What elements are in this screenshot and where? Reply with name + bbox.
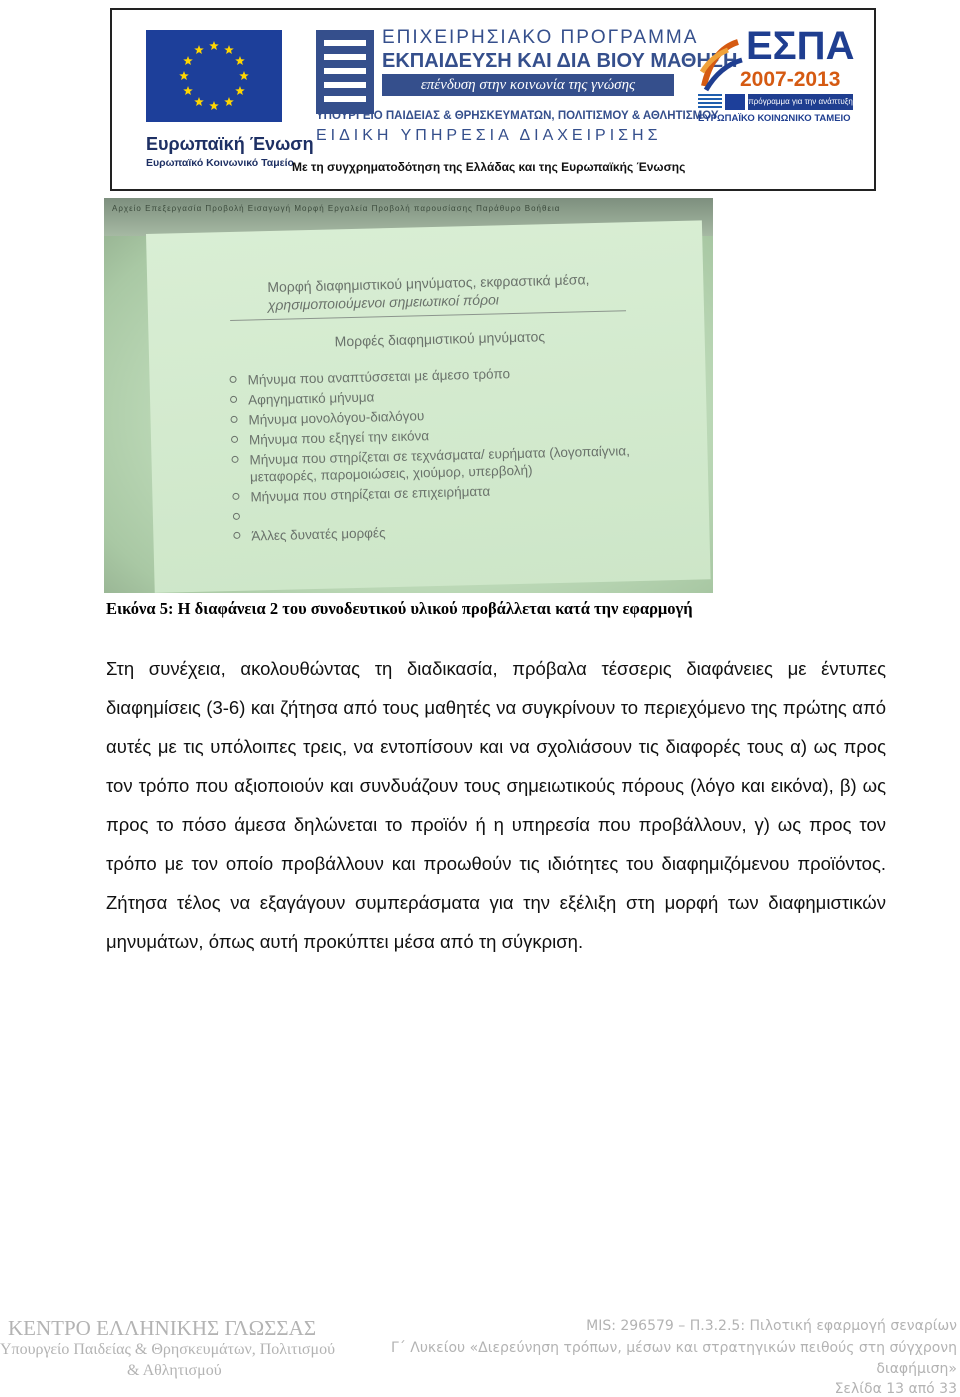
cofunding-note: Με τη συγχρηματοδότηση της Ελλάδας και της Ευρωπαϊκής Ένωσης [292, 160, 686, 174]
espa-strip [698, 94, 853, 110]
slide-title-line1: Μορφή διαφημιστικού μηνύματος, εκφραστικά μέσα, [267, 271, 590, 296]
footer-ministry-line2: & Αθλητισμού [127, 1362, 222, 1379]
bullet-icon [229, 376, 236, 383]
photo-toolbar-text: Αρχείο Επεξεργασία Προβολή Εισαγωγή Μορφή Εργαλεία Προβολή παρουσίασης Παράθυρο Βοήθεια [112, 204, 561, 213]
funding-banner [110, 8, 876, 191]
bullet-icon [233, 513, 240, 520]
footer-project-line2: Γ΄ Λυκείου «Διερεύνηση τρόπων, μέσων και στρατηγικών πειθούς στη σύγχρονη [391, 1340, 957, 1356]
list-item-text: Μήνυμα που στηρίζεται σε επιχειρήματα [250, 483, 491, 505]
eu-star-icon [194, 45, 204, 54]
program-title: ΕΠΙΧΕΙΡΗΣΙΑΚΟ ΠΡΟΓΡΑΜΜΑ [382, 27, 699, 48]
espa-emblem-icon [698, 36, 744, 92]
eu-star-icon [235, 56, 245, 65]
eu-star-icon [239, 71, 249, 80]
slide-title-line2: χρησιμοποιούμενοι σημειωτικοί πόροι [267, 291, 500, 314]
list-item-text: Μήνυμα που εξηγεί την εικόνα [248, 428, 430, 448]
eu-flag-small-icon [725, 94, 745, 110]
espa-name: ΕΣΠΑ [746, 24, 855, 68]
managing-authority: ΕΙΔΙΚΗ ΥΠΗΡΕΣΙΑ ΔΙΑΧΕΙΡΙΣΗΣ [316, 127, 662, 144]
list-item [231, 518, 651, 545]
eu-star-icon [179, 71, 189, 80]
eu-stars-icon [146, 30, 282, 122]
eu-star-icon [183, 56, 193, 65]
eu-name: Ευρωπαϊκή Ένωση [146, 134, 314, 154]
program-slogan: επένδυση στην κοινωνία της γνώσης [382, 74, 674, 96]
program-name: ΕΚΠΑΙΔΕΥΣΗ ΚΑΙ ΔΙΑ ΒΙΟΥ ΜΑΘΗΣΗ [382, 50, 738, 72]
eu-star-icon [224, 97, 234, 106]
slide-photo [104, 198, 713, 593]
page-number: Σελίδα 13 από 33 [834, 1381, 957, 1397]
footer-project-line3: διαφήμιση» [876, 1361, 957, 1377]
eu-star-icon [183, 86, 193, 95]
eu-star-icon [209, 41, 219, 50]
eu-star-icon [194, 97, 204, 106]
body-paragraph: Στη συνέχεια, ακολουθώντας τη διαδικασία, πρόβαλα τέσσερις διαφάνειες με έντυπες διαφημίσεις (3-6) και ζήτησα από τους μαθητές να συγκρίνουν το περιεχόμενο της πρώτης από αυτές με τις υπόλοιπες τρεις, να εντοπίσουν και να σχολιάσουν τις διαφορές τους α) ως προς τον τρόπο που αξιοποιούν και συνδυάζουν τους σημειωτικούς πόρους (λόγο και εικόνα), β) ως προς το πόσο άμεσα δηλώνεται το προϊόν ή η υπηρεσία που προβάλλουν, γ) ως προς τον τρόπο με τον οποίο προβάλλουν και προωθούν τις ιδιότητες του διαφημιζόμενου προϊόντος. Ζήτησα τέλος να εξαγάγουν συμπεράσματα για την εξέλιξη στη μορφή των διαφημιστικών μηνυμάτων, όπως αυτή προκύπτει μέσα από τη σύγκριση. [106, 658, 886, 952]
footer-project-line1: MIS: 296579 – Π.3.2.5: Πιλοτική εφαρμογή σεναρίων [586, 1318, 957, 1334]
espa-slogan: πρόγραμμα για την ανάπτυξη [748, 94, 853, 110]
eu-star-icon [209, 101, 219, 110]
bullet-icon [233, 532, 240, 539]
figure-caption: Εικόνα 5: Η διαφάνεια 2 του συνοδευτικού υλικού προβάλλεται κατά την εφαρμογή [106, 599, 693, 618]
slide-subtitle: Μορφές διαφημιστικού μηνύματος [334, 328, 546, 350]
eu-logo [146, 30, 314, 170]
list-item-text: Μήνυμα μονολόγου-διαλόγου [248, 408, 425, 428]
eu-flag-icon [146, 30, 282, 122]
bullet-icon [230, 416, 237, 423]
eu-star-icon [224, 45, 234, 54]
espa-fund-name: ΕΥΡΩΠΑΪΚΟ ΚΟΙΝΩΝΙΚΟ ΤΑΜΕΙΟ [698, 113, 851, 124]
footer-organization: ΚΕΝΤΡΟ ΕΛΛΗΝΙΚΗΣ ΓΛΩΣΣΑΣ [8, 1316, 317, 1340]
photo-slide-page [146, 220, 711, 592]
eu-fund-name: Ευρωπαϊκό Κοινωνικό Ταμείο [146, 157, 294, 169]
bullet-icon [232, 493, 239, 500]
list-item-text: Μήνυμα που στηρίζεται σε τεχνάσματα/ ευρήματα (λογοπαίγνια, μεταφορές, παρομοιώσεις, χιούμορ, υπερβολή) [249, 443, 631, 485]
eu-star-icon [235, 86, 245, 95]
ministry-name: ΥΠΟΥΡΓΕΙΟ ΠΑΙΔΕΙΑΣ & ΘΡΗΣΚΕΥΜΑΤΩΝ, ΠΟΛΙΤΙΣΜΟΥ & ΑΘΛΗΤΙΣΜΟΥ [316, 110, 719, 122]
list-item-text: Άλλες δυνατές μορφές [251, 525, 386, 544]
slide-bullet-list [227, 362, 651, 548]
bullet-icon [231, 436, 238, 443]
footer-ministry-line1: Υπουργείο Παιδείας & Θρησκευμάτων, Πολιτισμού [0, 1341, 335, 1358]
espa-years: 2007-2013 [740, 68, 841, 91]
bullet-icon [231, 456, 238, 463]
greek-flag-icon [698, 94, 722, 110]
program-emblem-icon [316, 30, 374, 114]
list-item-text: Μήνυμα που αναπτύσσεται με άμεσο τρόπο [247, 366, 511, 388]
bullet-icon [230, 396, 237, 403]
list-item-text: Αφηγηματικό μήνυμα [247, 389, 375, 408]
